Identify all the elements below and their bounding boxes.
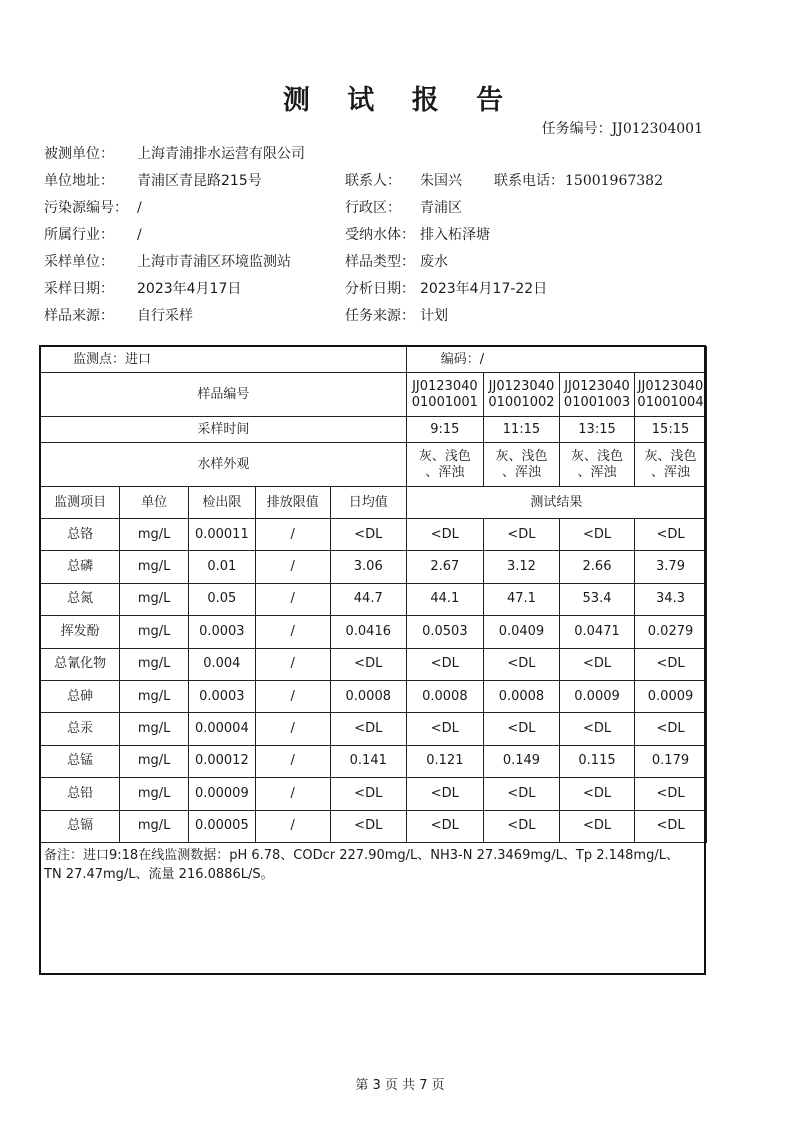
header-item: 监测项目 [41, 487, 120, 519]
cell-item: 总镉 [41, 810, 120, 842]
task-number: 任务编号：JJ012304001 [541, 121, 703, 137]
sampling-time-row [41, 417, 707, 443]
page-footer: 第 3 页 共 7 页 [355, 1078, 445, 1093]
sampling-unit-value: 上海市青浦区环境监测站 [137, 254, 291, 270]
table-row [41, 616, 707, 648]
cell-detection-limit: 0.0003 [188, 616, 255, 648]
monitoring-point: 监测点：进口 [41, 347, 407, 373]
cell-unit: mg/L [120, 519, 189, 551]
cell-result: 0.0471 [560, 616, 635, 648]
cell-emission-limit: / [255, 648, 330, 680]
appearance-line2: 、浑浊 [501, 464, 541, 480]
cell-unit: mg/L [120, 713, 189, 745]
appearance-row [41, 443, 707, 487]
appearance-line2: 、浑浊 [577, 464, 617, 480]
unit-value: 上海青浦排水运营有限公司 [137, 146, 305, 162]
cell-item: 总氮 [41, 583, 120, 615]
sample-no-row [41, 373, 707, 417]
cell-detection-limit: 0.00004 [188, 713, 255, 745]
cell-emission-limit: / [255, 745, 330, 777]
source-no-value: / [137, 200, 142, 216]
appearance-line2: 、浑浊 [651, 464, 691, 480]
header-emission-limit: 排放限值 [255, 487, 330, 519]
cell-daily-average: <DL [330, 648, 406, 680]
contact-label: 联系人： [345, 173, 401, 189]
cell-result: 0.0008 [406, 680, 483, 712]
appearance-line1: 灰、浅色 [644, 448, 697, 464]
remarks [44, 846, 704, 884]
cell-result: 0.115 [560, 745, 635, 777]
cell-result: <DL [406, 713, 483, 745]
cell-emission-limit: / [255, 519, 330, 551]
cell-result: 0.121 [406, 745, 483, 777]
cell-result: 0.149 [483, 745, 559, 777]
sample-no-line1: JJ0123040 [488, 378, 555, 394]
appearance-cell [406, 443, 483, 487]
cell-result: 53.4 [560, 583, 635, 615]
cell-result: <DL [406, 778, 483, 810]
cell-unit: mg/L [120, 583, 189, 615]
cell-result: 2.66 [560, 551, 635, 583]
sample-no-line1: JJ0123040 [412, 378, 478, 394]
cell-item: 总氰化物 [41, 648, 120, 680]
cell-unit: mg/L [120, 551, 189, 583]
unit-label: 被测单位： [44, 146, 114, 162]
cell-emission-limit: / [255, 551, 330, 583]
sampling-date-value: 2023年4月17日 [137, 281, 242, 297]
cell-daily-average: 0.0008 [330, 680, 406, 712]
analysis-date-value: 2023年4月17-22日 [420, 281, 548, 297]
table-row [41, 745, 707, 777]
sample-type-value: 废水 [420, 254, 448, 270]
sample-no-label: 样品编号 [41, 373, 407, 417]
cell-detection-limit: 0.00012 [188, 745, 255, 777]
cell-result: 0.0009 [560, 680, 635, 712]
cell-item: 总锰 [41, 745, 120, 777]
cell-result: <DL [560, 810, 635, 842]
cell-daily-average: 0.0416 [330, 616, 406, 648]
sample-no-line1: JJ0123040 [637, 378, 704, 394]
cell-emission-limit: / [255, 778, 330, 810]
sample-no-cell [406, 373, 483, 417]
appearance-label: 水样外观 [41, 443, 407, 487]
cell-daily-average: 3.06 [330, 551, 406, 583]
cell-item: 总砷 [41, 680, 120, 712]
cell-result: 2.67 [406, 551, 483, 583]
cell-result: 0.0503 [406, 616, 483, 648]
cell-detection-limit: 0.00005 [188, 810, 255, 842]
column-header-row [41, 487, 707, 519]
cell-unit: mg/L [120, 680, 189, 712]
task-source-value: 计划 [420, 308, 448, 324]
receiving-value: 排入柘泽塘 [420, 227, 490, 243]
appearance-cell [483, 443, 559, 487]
cell-result: <DL [483, 778, 559, 810]
cell-result: 3.79 [635, 551, 707, 583]
sample-source-value: 自行采样 [137, 308, 193, 324]
cell-emission-limit: / [255, 713, 330, 745]
header-unit: 单位 [120, 487, 189, 519]
appearance-cell [635, 443, 707, 487]
cell-daily-average: <DL [330, 778, 406, 810]
district-value: 青浦区 [420, 200, 462, 216]
cell-result: 0.179 [635, 745, 707, 777]
cell-result: <DL [560, 778, 635, 810]
task-source-label: 任务来源： [345, 308, 415, 324]
sampling-time-cell: 11:15 [483, 417, 559, 443]
cell-result: <DL [635, 648, 707, 680]
contact-value: 朱国兴 [420, 173, 462, 189]
sample-no-cell [635, 373, 707, 417]
header-point-row [41, 347, 707, 373]
cell-result: <DL [483, 519, 559, 551]
sampling-time-cell: 13:15 [560, 417, 635, 443]
receiving-label: 受纳水体： [345, 227, 415, 243]
sample-no-line2: 01001004 [637, 394, 704, 410]
table-row [41, 810, 707, 842]
header-detection-limit: 检出限 [188, 487, 255, 519]
header-daily-average: 日均值 [330, 487, 406, 519]
cell-unit: mg/L [120, 745, 189, 777]
sample-no-line2: 01001002 [488, 394, 555, 410]
cell-result: <DL [560, 519, 635, 551]
cell-result: 0.0279 [635, 616, 707, 648]
sample-type-label: 样品类型： [345, 254, 415, 270]
appearance-line1: 灰、浅色 [495, 448, 548, 464]
cell-emission-limit: / [255, 616, 330, 648]
cell-result: 0.0409 [483, 616, 559, 648]
cell-daily-average: <DL [330, 519, 406, 551]
sample-no-line2: 01001003 [563, 394, 631, 410]
table-row [41, 583, 707, 615]
source-no-label: 污染源编号： [44, 200, 128, 216]
industry-label: 所属行业： [44, 227, 114, 243]
phone-label: 联系电话： [494, 173, 564, 189]
appearance-cell [560, 443, 635, 487]
sample-no-line2: 01001001 [411, 394, 478, 410]
results-table [40, 346, 707, 843]
sampling-time-label: 采样时间 [41, 417, 407, 443]
cell-emission-limit: / [255, 583, 330, 615]
cell-result: <DL [483, 648, 559, 680]
code-label: 编码：/ [406, 347, 706, 373]
cell-detection-limit: 0.01 [188, 551, 255, 583]
sample-no-line1: JJ0123040 [564, 378, 630, 394]
cell-result: <DL [635, 810, 707, 842]
cell-detection-limit: 0.0003 [188, 680, 255, 712]
cell-result: <DL [635, 713, 707, 745]
cell-result: <DL [560, 713, 635, 745]
analysis-date-label: 分析日期： [345, 281, 415, 297]
sampling-time-cell: 9:15 [406, 417, 483, 443]
cell-item: 总汞 [41, 713, 120, 745]
sample-source-label: 样品来源： [44, 308, 114, 324]
table-row [41, 551, 707, 583]
cell-detection-limit: 0.00011 [188, 519, 255, 551]
cell-unit: mg/L [120, 778, 189, 810]
address-label: 单位地址： [44, 173, 114, 189]
cell-result: <DL [635, 519, 707, 551]
cell-detection-limit: 0.004 [188, 648, 255, 680]
appearance-line1: 灰、浅色 [418, 448, 471, 464]
cell-result: <DL [483, 810, 559, 842]
cell-result: <DL [406, 519, 483, 551]
sampling-date-label: 采样日期： [44, 281, 114, 297]
cell-result: 0.0009 [635, 680, 707, 712]
cell-result: <DL [483, 713, 559, 745]
cell-result: 47.1 [483, 583, 559, 615]
cell-daily-average: <DL [330, 713, 406, 745]
phone-value: 15001967382 [565, 173, 663, 189]
cell-result: <DL [635, 778, 707, 810]
cell-detection-limit: 0.05 [188, 583, 255, 615]
table-row [41, 713, 707, 745]
sample-no-cell [560, 373, 635, 417]
cell-item: 总磷 [41, 551, 120, 583]
sampling-time-cell: 15:15 [635, 417, 707, 443]
cell-unit: mg/L [120, 648, 189, 680]
cell-daily-average: <DL [330, 810, 406, 842]
remarks-line1: 备注：进口9:18在线监测数据：pH 6.78、CODcr 227.90mg/L、NH3-N 27.3469mg/L、Tp 2.148mg/L、 [44, 848, 679, 863]
table-row [41, 648, 707, 680]
cell-item: 挥发酚 [41, 616, 120, 648]
table-row [41, 778, 707, 810]
cell-result: 0.0008 [483, 680, 559, 712]
cell-unit: mg/L [120, 810, 189, 842]
header-test-results: 测试结果 [406, 487, 706, 519]
appearance-line2: 、浑浊 [425, 464, 465, 480]
cell-result: <DL [560, 648, 635, 680]
appearance-line1: 灰、浅色 [571, 448, 624, 464]
table-row [41, 519, 707, 551]
cell-daily-average: 0.141 [330, 745, 406, 777]
cell-daily-average: 44.7 [330, 583, 406, 615]
cell-result: 34.3 [635, 583, 707, 615]
sampling-unit-label: 采样单位： [44, 254, 114, 270]
sample-no-cell [483, 373, 559, 417]
table-row [41, 680, 707, 712]
cell-emission-limit: / [255, 680, 330, 712]
cell-unit: mg/L [120, 616, 189, 648]
industry-value: / [137, 227, 142, 243]
cell-result: <DL [406, 648, 483, 680]
remarks-line2: TN 27.47mg/L、流量 216.0886L/S。 [44, 867, 274, 882]
report-title: 测 试 报 告 [282, 85, 518, 116]
cell-result: 44.1 [406, 583, 483, 615]
cell-item: 总铬 [41, 519, 120, 551]
district-label: 行政区： [345, 200, 401, 216]
address-value: 青浦区青昆路215号 [137, 173, 262, 189]
cell-result: <DL [406, 810, 483, 842]
cell-detection-limit: 0.00009 [188, 778, 255, 810]
cell-result: 3.12 [483, 551, 559, 583]
cell-emission-limit: / [255, 810, 330, 842]
cell-item: 总铅 [41, 778, 120, 810]
